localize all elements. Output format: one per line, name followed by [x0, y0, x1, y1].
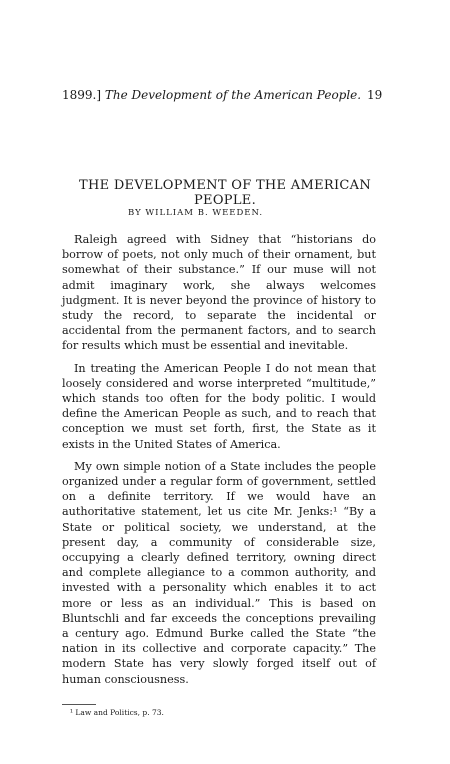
body-paragraph: My own simple notion of a State includes the people organized under a regular form of government, settled on a definite territory. If we would have an authoritative statement, let us cite Mr. Jenks:¹ “By a State or political society, we understand, at the present day, a community of considerable size, occupying a clearly defined territory, owning direct and complete allegiance to a common authority, and invested with a personality which enables it to act more or less as an individual.” This is based on Bluntschli and far exceeds the conceptions prevailing a century ago. Edmund Burke called the State “the nation in its collective and corporate capacity.” The modern State has very slowly forged itself out of human consciousness. — [62, 459, 376, 686]
article-title: THE DEVELOPMENT OF THE AMERICAN PEOPLE. — [79, 178, 371, 208]
body-paragraph: In treating the American People I do not mean that loosely considered and worse interpreted “multitude,” which stands too often for the body politic. I would define the American People as such, and to reach that conception we must set forth, first, the State as it exists in the United States of America. — [62, 361, 376, 451]
page-number: 19 — [367, 88, 383, 102]
article-byline: BY WILLIAM B. WEEDEN. — [128, 208, 264, 218]
running-head-title: The Development of the American People. — [104, 88, 362, 102]
footnote: ¹ Law and Politics, p. 73. — [70, 708, 164, 717]
running-head-year: 1899.] — [62, 88, 102, 102]
article-body — [62, 232, 376, 694]
running-head-left — [62, 88, 361, 102]
body-paragraph: Raleigh agreed with Sidney that “historians do borrow of poets, not only much of their ornament, but somewhat of their substance.” If our muse will not admit imaginary work, she always welcomes judgment. It is never beyond the province of history to study the record, to separate the incidental or accidental from the permanent factors, and to search for results which must be essential and inevitable. — [62, 233, 376, 353]
footnote-divider — [62, 704, 96, 705]
